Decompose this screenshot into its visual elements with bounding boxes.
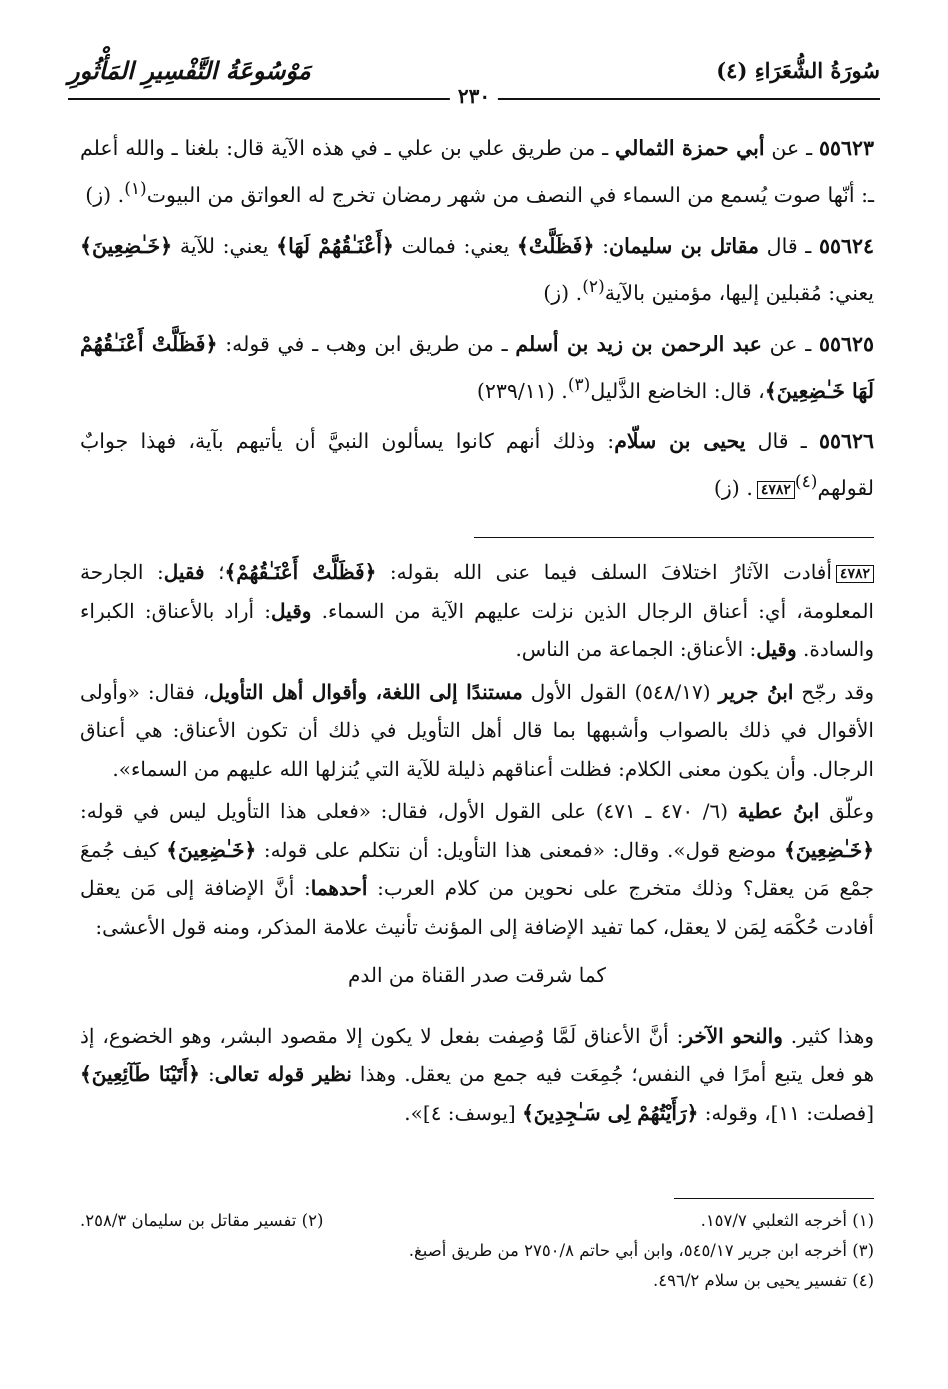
entry-text: يعني: فمالت (393, 233, 517, 258)
footnote-ref: (٣) (567, 374, 591, 395)
entry-text: : وذلك أنهم كانوا يسألون النبيَّ أن يأتيهم بآية، فهذا جوابٌ لقولهم (80, 429, 874, 501)
entry-55623 (80, 128, 874, 216)
commentary-paragraph (80, 792, 874, 946)
footnote-row (80, 1206, 874, 1236)
poetry-verse: كما شرقت صدر القناة من الدم (348, 963, 606, 987)
footnote-ref: (٤) (794, 472, 818, 493)
quran-quote: ﴿أَتَيْنَا طَآئِعِينَ﴾ (80, 1062, 200, 1086)
commentary (80, 553, 874, 1136)
entry-text: ـ قال (759, 233, 819, 258)
scholar-name: ابنُ جرير (718, 679, 794, 704)
commentary-text: وعلّق (819, 799, 874, 823)
commentary-ref-box[interactable]: ٤٧٨٢ (757, 481, 795, 499)
narrator-name: يحيى بن سلّام (614, 429, 746, 454)
commentary-text: (٦/ ٤٧٠ ـ ٤٧١) على القول الأول، فقال: «فعلى هذا التأويل ليس في قوله: (80, 799, 738, 823)
entry-text: ، قال: الخاضع الذَّليل (590, 378, 765, 403)
entry-text: ـ قال (745, 429, 819, 454)
page-number: ٢٣٠ (450, 84, 498, 108)
entry-text: . (ز) (543, 280, 583, 305)
surah-label: سُورَةُ الشُّعَرَاءِ (٤) (716, 58, 880, 83)
commentary-text: (٥٤٨/١٧) القول الأول (522, 679, 719, 704)
commentary-text: أفادت الآثارُ اختلافَ السلف فيما عنى الله بقوله: (376, 560, 832, 584)
commentary-text: وقد رجّح (793, 679, 874, 704)
commentary-text: ، فقال: «وأولى الأقوال في ذلك بالصواب وأشبهها بما قال أهل التأويل في ذلك أن تكون الأعناق: هي أعناق الرجال. وأن يكون معنى الكلام: فظلت أعناقهم ذليلة للآية التي يُنزلها الله عليهم من السماء». (80, 679, 874, 781)
entry-text: ـ من طريق علي بن علي ـ في هذه الآية قال: بلغنا ـ والله أعلم ـ: أنّها صوت يُسمع من السماء في النصف من شهر رمضان تخرج له العواتق من البيوت (80, 136, 874, 207)
commentary-paragraph (80, 553, 874, 669)
commentary-text: : أنَّ الإضافة إلى مَن يعقل أفادت حُكْمَه لِمَن لا يعقل، كما تفيد الإضافة إلى المؤنث تأنيث علامة المذكر، ومنه قول الأعشى: (80, 876, 874, 939)
narrator-name: عبد الرحمن بن زيد بن أسلم (515, 331, 762, 356)
emphasis-text: نظير قوله تعالى (214, 1062, 352, 1086)
entry-text: ـ من طريق ابن وهب ـ في قوله: (217, 331, 516, 356)
narrator-name: أبي حمزة الثمالي (615, 136, 765, 160)
entry-text: ـ عن (761, 331, 819, 356)
commentary-text: [فصلت: ١١]، وقوله: (698, 1100, 874, 1125)
opinion-label: وقيل (271, 598, 312, 623)
entry-text: يعني: مُقبلين إليها، مؤمنين بالآية (604, 280, 874, 305)
opinion-label: وقيل (756, 637, 797, 661)
entry-text: . (٢٣٩/١١) (476, 378, 568, 403)
footnote-ref: (١) (124, 179, 147, 199)
entry-number: ٥٥٦٢٥ (818, 331, 874, 356)
emphasis-text: مستندًا إلى اللغة، وأقوال أهل التأويل (209, 679, 523, 704)
page-header (68, 52, 880, 112)
quran-quote: ﴿خَـٰضِعِينَ﴾ (166, 837, 257, 862)
quran-quote: ﴿خَـٰضِعِينَ﴾ (80, 233, 173, 258)
commentary-paragraph (80, 673, 874, 789)
entry-number: ٥٥٦٢٣ (818, 136, 874, 160)
entry-text: يعني: للآية (172, 233, 277, 258)
commentary-text: : (199, 1062, 215, 1086)
footnote-2: (٢) تفسير مقاتل بن سليمان ٢٥٨/٣. (80, 1211, 324, 1230)
commentary-paragraph (80, 1017, 874, 1133)
opinion-label: فقيل (163, 560, 205, 584)
commentary-text: ؛ (204, 560, 225, 584)
commentary-text: : أراد بالأعناق: الكبراء والسادة. (80, 598, 874, 661)
commentary-text: : أنَّ الأعناق لَمَّا وُصِفت بفعل لا يكون إلا مقصود البشر، وهو الخضوع، إذ هو فعل يتبع أمرًا في النفس؛ جُمِعَت فيه جمع من يعقل. وهذا (80, 1023, 874, 1086)
emphasis-text: والنحو الآخر (683, 1023, 783, 1048)
quran-quote: ﴿أَعْنَـٰقُهُمْ لَهَا﴾ (276, 233, 394, 258)
entry-text: : (594, 233, 610, 258)
quran-quote: ﴿رَأَيْتُهُمْ لِى سَـٰجِدِينَ﴾ (522, 1100, 699, 1125)
entry-text: . (ز) (713, 476, 753, 501)
footnote-1: (١) أخرجه الثعلبي ١٥٧/٧. (700, 1211, 874, 1230)
scholar-name: ابنُ عطية (737, 799, 820, 823)
commentary-text: [يوسف: ٤]». (404, 1100, 523, 1125)
quran-quote: ﴿فَظَلَّتْ أَعْنَـٰقُهُمْ﴾ (224, 560, 377, 584)
quran-quote: ﴿خَـٰضِعِينَ﴾ (784, 837, 875, 862)
commentary-text: موضع قول». وقال: «فمعنى هذا التأويل: أن نتكلم على قوله: (256, 837, 785, 862)
footnote-4: (٤) تفسير يحيى بن سلام ٤٩٦/٢. (653, 1271, 874, 1290)
narrator-name: مقاتل بن سليمان (609, 233, 760, 258)
footnote-3: (٣) أخرجه ابن جرير ٥٤٥/١٧، وابن أبي حاتم ٢٧٥٠/٨ من طريق أصبغ. (408, 1241, 874, 1260)
footnote-separator (674, 1198, 874, 1199)
commentary-text: كيف جُمعَ جمْع مَن يعقل؟ وذلك متخرج على نحوين من كلام العرب: (80, 837, 875, 900)
commentary-number-box: ٤٧٨٢ (836, 565, 874, 583)
commentary-separator (474, 537, 874, 538)
quran-quote: ﴿فَظَلَّتْ﴾ (516, 233, 595, 258)
entry-number: ٥٥٦٢٤ (818, 233, 874, 258)
entry-number: ٥٥٦٢٦ (818, 429, 874, 454)
footnotes (80, 1206, 874, 1296)
commentary-text: : الأعناق: الجماعة من الناس. (515, 637, 757, 661)
commentary-text: : الجارحة المعلومة، أي: أعناق الرجال الذين نزلت عليهم الآية من السماء. (80, 560, 874, 623)
entry-text: . (ز) (85, 182, 125, 207)
entry-55624 (80, 226, 874, 314)
quran-quote: ﴿فَظَلَّتْ أَعْنَـٰقُهُمْ لَهَا خَـٰضِعِينَ﴾ (80, 331, 874, 403)
book-title: مَوْسُوعَةُ التَّفْسِيرِ المَأْثُورِ (68, 56, 311, 85)
entry-text: ـ عن (764, 136, 819, 160)
emphasis-text: أحدهما (310, 876, 368, 900)
entry-55626 (80, 421, 874, 509)
footnote-ref: (٢) (582, 276, 605, 297)
commentary-text: وهذا كثير. (782, 1023, 874, 1048)
athar-entries (80, 128, 874, 519)
entry-55625 (80, 324, 874, 412)
